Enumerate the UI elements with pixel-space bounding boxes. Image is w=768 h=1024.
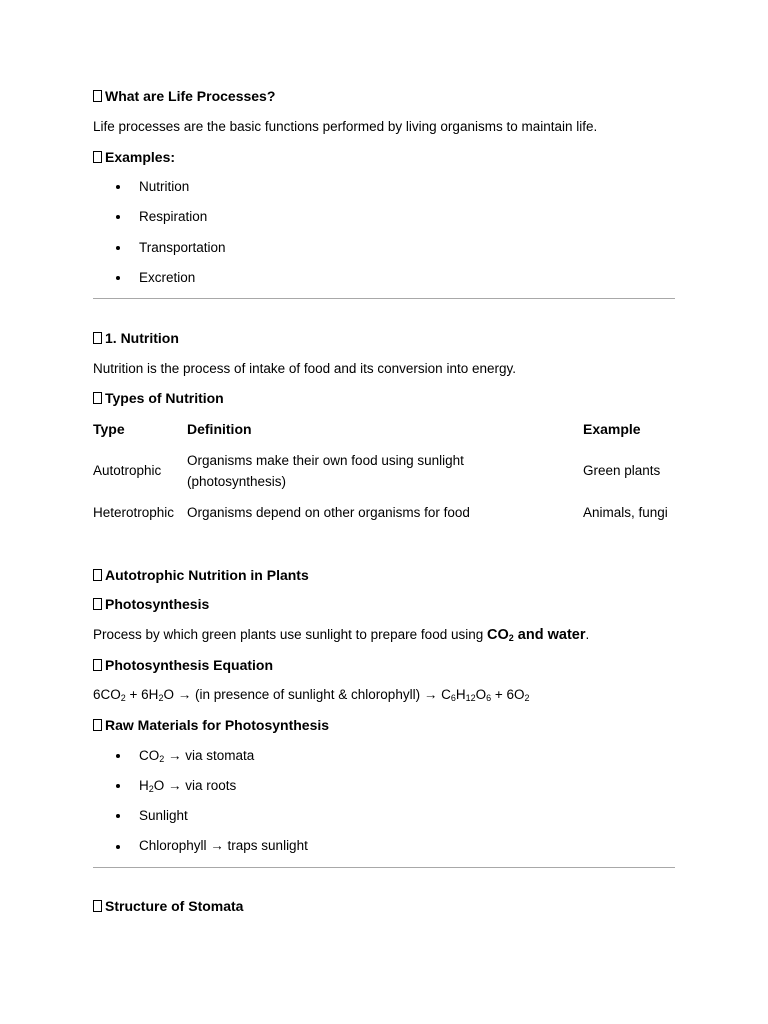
missing-glyph-icon [93, 90, 102, 102]
table-cell-definition: Organisms make their own food using sunlight [187, 453, 464, 468]
types-of-nutrition-heading: Types of Nutrition [93, 390, 224, 406]
table-header-example: Example [583, 421, 641, 437]
bullet-icon [116, 185, 120, 189]
missing-glyph-icon [93, 659, 102, 671]
list-item: Chlorophyll → traps sunlight [139, 838, 308, 853]
list-item: Nutrition [139, 179, 190, 194]
list-item: Respiration [139, 209, 208, 224]
bullet-icon [116, 276, 120, 280]
photosynthesis-equation: $6CO_2 + 6H_2O \to (in$ presence of sunlight & chlorophyll) → $C_6H_{12}O_6 + 6O_2$ [93, 687, 530, 703]
table-cell-type: Autotrophic [93, 463, 162, 478]
table-header-type: Type [93, 421, 125, 437]
section-heading-autotrophic: Autotrophic Nutrition in Plants [93, 567, 309, 583]
table-cell-type: Heterotrophic [93, 505, 175, 520]
missing-glyph-icon [93, 151, 102, 163]
missing-glyph-icon [93, 332, 102, 344]
missing-glyph-icon [93, 392, 102, 404]
list-item: $H_2O$ → via roots [139, 778, 237, 794]
bullet-icon [116, 814, 120, 818]
list-item: Sunlight [139, 808, 188, 823]
photosynthesis-definition: Process by which green plants use sunlight to prepare food using $CO_2$ and water. [93, 627, 590, 643]
list-item: Excretion [139, 270, 196, 285]
examples-heading: Examples: [93, 149, 175, 165]
photosynthesis-heading: Photosynthesis [93, 596, 209, 612]
table-cell-example: Green plants [583, 463, 661, 478]
table-cell-definition-continued: (photosynthesis) [187, 474, 287, 489]
life-processes-definition: Life processes are the basic functions performed by living organisms to maintain life. [93, 119, 598, 134]
raw-materials-heading: Raw Materials for Photosynthesis [93, 717, 329, 733]
table-cell-example: Animals, fungi [583, 505, 668, 520]
missing-glyph-icon [93, 598, 102, 610]
bullet-icon [116, 215, 120, 219]
missing-glyph-icon [93, 719, 102, 731]
table-cell-definition: Organisms depend on other organisms for food [187, 505, 470, 520]
bullet-icon [116, 784, 120, 788]
horizontal-divider [93, 298, 675, 299]
bullet-icon [116, 754, 120, 758]
bullet-icon [116, 246, 120, 250]
section-heading-stomata: Structure of Stomata [93, 898, 243, 914]
table-header-definition: Definition [187, 421, 252, 437]
list-item: Transportation [139, 240, 226, 255]
section-heading-nutrition: 1. Nutrition [93, 330, 179, 346]
list-item: $CO_2$ → via stomata [139, 748, 255, 764]
missing-glyph-icon [93, 569, 102, 581]
bullet-icon [116, 845, 120, 849]
section-heading-life-processes: What are Life Processes? [93, 88, 275, 104]
horizontal-divider [93, 867, 675, 868]
equation-heading: Photosynthesis Equation [93, 657, 273, 673]
nutrition-definition: Nutrition is the process of intake of food and its conversion into energy. [93, 361, 516, 376]
missing-glyph-icon [93, 900, 102, 912]
